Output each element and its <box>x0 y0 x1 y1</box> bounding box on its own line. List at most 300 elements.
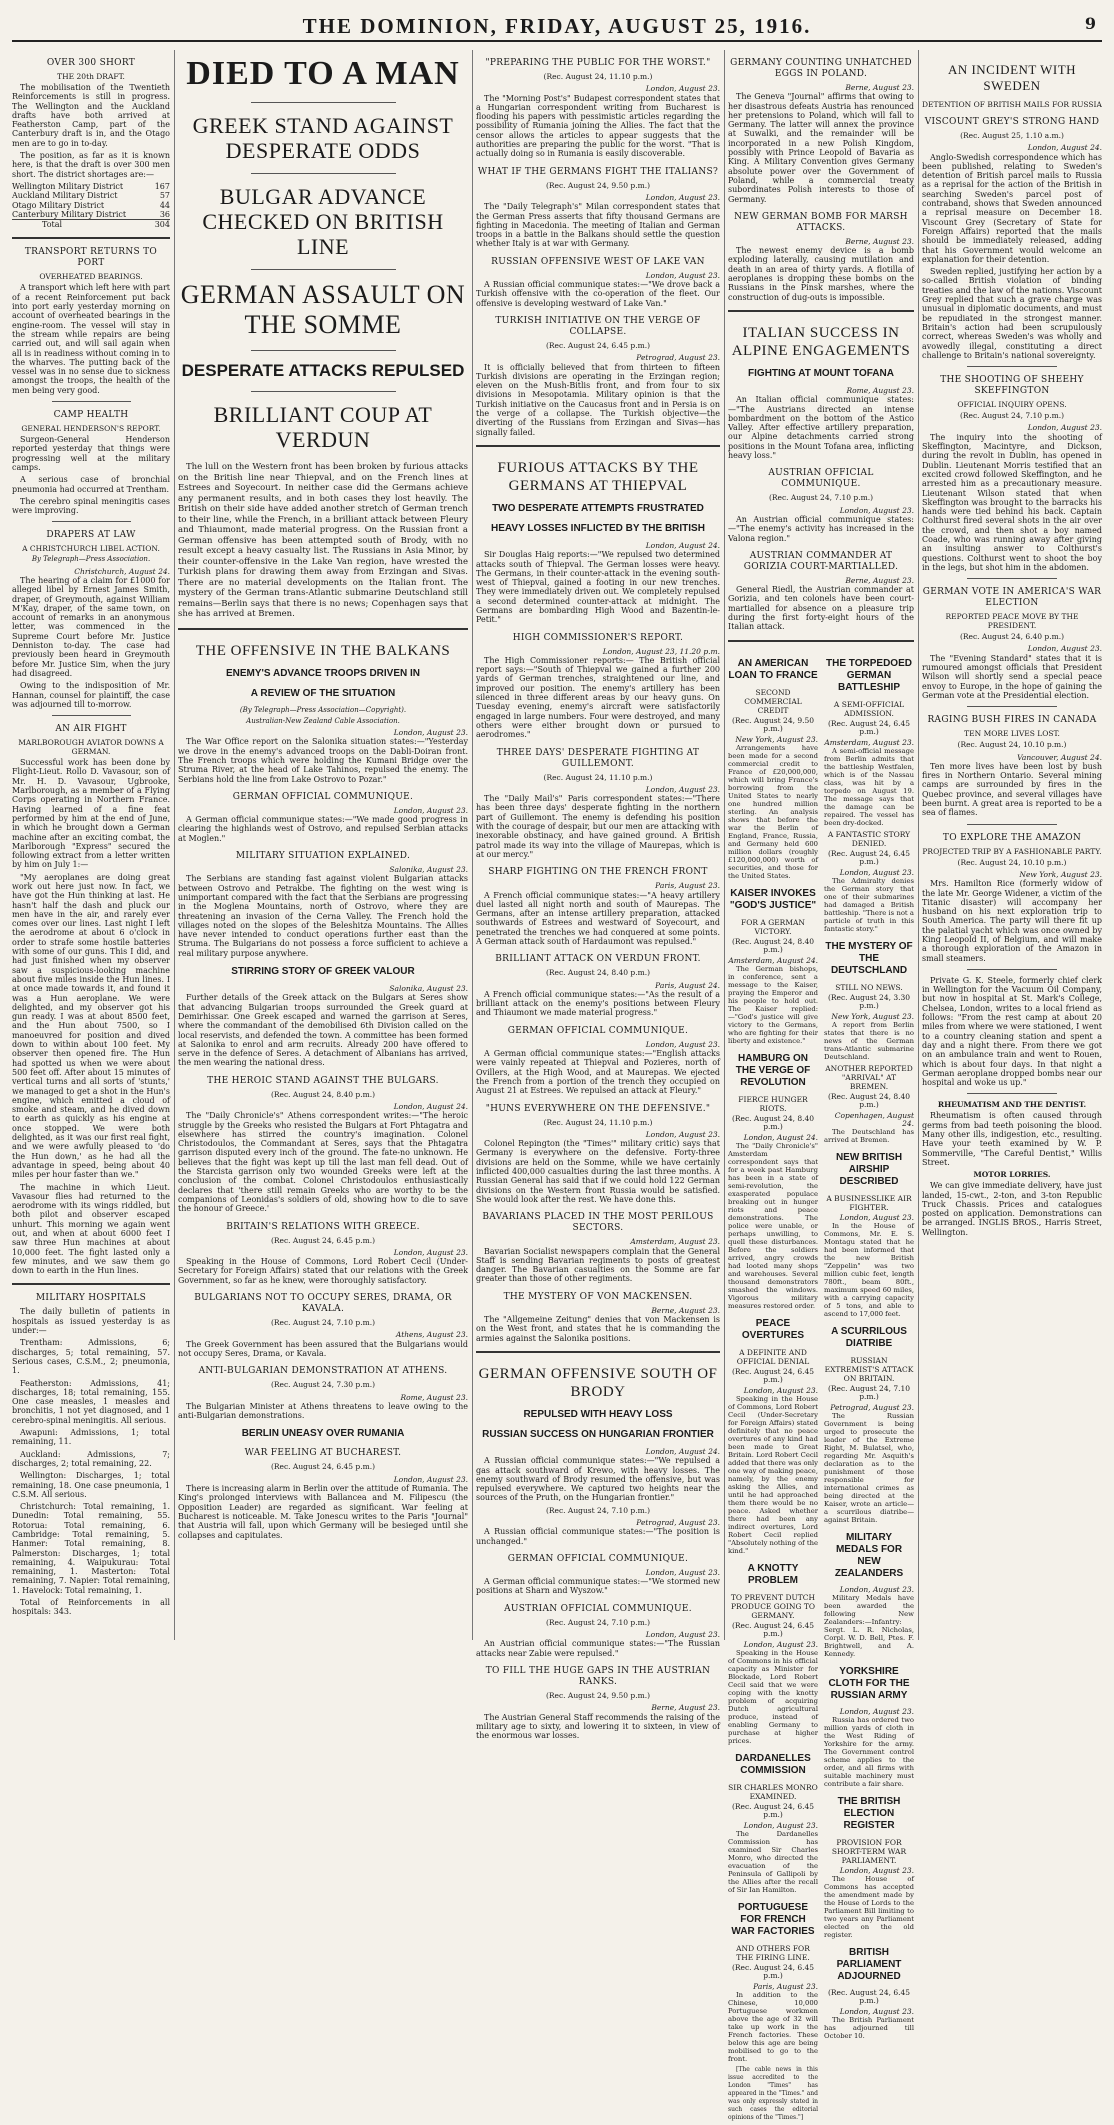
article-text: Anglo-Swedish correspondence which has been published, relating to Sweden's detention of British parcel mails to Russia as a reprisal for the action of the British in searching Sweden's parcel post of contraband, shows that Sweden announced a reprisal measure on December 18. Viscount Grey (Secretary of State for Foreign Affairs) reported that the mails should be immediately released, adding that his Government would welcome an explanation for their detention. <box>922 152 1102 264</box>
table-total-row <box>12 220 170 230</box>
dateline: Copenhagen, August 24. <box>834 1110 914 1128</box>
received-time: (Rec. August 24, 6.45 p.m.) <box>827 718 911 736</box>
article-text: Speaking in the House of Commons, Lord Robert Cecil (Under-Secretary for Foreign Affairs) stated definitely that no peace overtures of any kind had been made to Great Britain. Lord Robert Cecil added that there was only one way of making peace, namely, by the enemy asking the Allies, and until he had approached them there would be no peace. Asked whether there had been any indirect overtures, Lord Robert Cecil replied "Absolutely nothing of the kind." <box>728 1394 818 1555</box>
article-subhead: A DEFINITE AND OFFICIAL DENIAL <box>736 1347 810 1366</box>
divider <box>52 521 131 522</box>
article-text: The hearing of a claim for £1000 for alleged libel by Ernest James Smith, draper, of Greymouth, against William M'Kay, draper, of the same town, on account of remarks in an anonymous letter, was commenced in the Supreme Court before Mr. Justice Denniston to-day. The case had previously been heard in Greymouth before Mr. Justice Sim, when the jury had disagreed. <box>12 575 170 678</box>
article-subhead: SIR CHARLES MONRO EXAMINED. <box>728 1782 818 1801</box>
article-headline: BRILLIANT ATTACK ON VERDUN FRONT. <box>495 954 701 965</box>
received-time: (Rec. August 24, 8.40 p.m.) <box>545 968 651 978</box>
divider <box>251 269 396 270</box>
article-text: The Admiralty denies the German story that one of their submarines had damaged a British battleship. "There is not a particle of truth in this fantastic story." <box>824 876 914 933</box>
lead-deck: BRILLIANT COUP AT VERDUN <box>213 402 433 452</box>
article-text: Christchurch: Total remaining, 1. Dunedin: Total remaining, 55. Rotorua: Total remaining, 6. Cambridge: Total remaining, 5. Hanmer: Total remaining, 8. Palmerston: Discharges, 1; total remaining, 4. Waipukurau: Total remaining, 1. Masterton: Total remaining, 7. Napier: Total remaining, 1. Havelock: Total remaining, 1. <box>12 1502 170 1595</box>
article-headline: KAISER INVOKES "GOD'S JUSTICE" <box>729 887 817 911</box>
received-time: (Rec. August 24, 6.45 p.m.) <box>731 1962 815 1980</box>
article-headline: AUSTRIAN OFFICIAL COMMUNIQUE. <box>504 1603 692 1614</box>
article-text: It is officially believed that from thirteen to fifteen Turkish divisions are operating in the Erzingan region; eleven on the Mush-Bitlis front, and from four to six divisions in Mesopotamia. Military opinion is that the Turkish initiative on the Caucasus front and in Persia is on the verge of a collapse. The Turkish objective—the diverting of the Russians from Erzingan and Sivas—has signally failed. <box>476 362 720 437</box>
article-headline: RUSSIAN OFFENSIVE WEST OF LAKE VAN <box>491 256 705 267</box>
agency-credit: Australian-New Zealand Cable Association. <box>246 716 400 725</box>
article-headline: THE TORPEDOED GERMAN BATTLESHIP <box>826 657 912 693</box>
article-headline: HIGH COMMISSIONER'S REPORT. <box>512 632 684 643</box>
advert-headline: MOTOR LORRIES. <box>973 1170 1051 1180</box>
split-columns <box>728 650 914 2125</box>
article-text: An Italian official communique states:—"The Austrians directed an intense bombardment on the bottom of the Astico Valley. After effective artillery preparation, our Alpine detachments carried strong positions in the Mount Tofana area, inflicting heavy loss." <box>728 395 914 461</box>
article-text: Ten more lives have been lost by bush fires in Northern Ontario. Several mining camps are surrounded by fires in the Quebec province, and several villages have been burnt. A great area is reported to be a sea of flames. <box>922 761 1102 818</box>
divider <box>251 102 396 103</box>
received-time: (Rec. August 24, 6.40 p.m.) <box>959 632 1065 642</box>
divider <box>967 578 1057 579</box>
dateline: London, August 23. <box>393 1474 468 1484</box>
article-headline: GERMAN OFFICIAL COMMUNIQUE. <box>507 1025 689 1036</box>
column-rule <box>472 50 473 1640</box>
received-time: (Rec. August 24, 7.10 p.m.) <box>545 1505 651 1515</box>
article-text: The "Morning Post's" Budapest correspondent states that a Hungarian correspondent writing from Bucharest is flooding his papers with pessimistic articles regarding the possibility of Rumania joining the Allies. The fact that the censor allows the articles to appear suggests that the authorities are preparing the public for the worst. "That is actually doing so in Rumania is easily discoverable. <box>476 93 720 159</box>
dateline: London, August 23. <box>393 805 468 815</box>
article-text: Auckland: Admissions, 7; discharges, 2; total remaining, 22. <box>12 1449 170 1468</box>
dateline: Paris, August 23. <box>655 881 720 891</box>
article-text: A French official communique states:—"A heavy artillery duel lasted all night north and south of Maurepas. The Germans, after an intense artillery preparation, attacked southwards of Estrees and westward of Soyecourt, and penetrated the trenches we had conquered at some points. A German attack south of Hardaumont was repulsed." <box>476 890 720 946</box>
article-headline: BAVARIANS PLACED IN THE MOST PERILOUS SECTORS. <box>482 1212 714 1234</box>
divider <box>251 173 396 174</box>
agency-credit: By Telegraph—Press Association. <box>31 555 151 564</box>
lead-summary: The lull on the Western front has been broken by furious attacks on the British line near Thiepval, and on the French lines at Estrees and Soyecourt. In neither case did the Germans achieve any permanent results, and in both cases they lost heavily. The British on their side have added another stretch of German trench to their line, while the French, in a brilliant attack between Fleury and Thiaumont, made material progress. On the Russian front a German offensive has been attempted south of Brody, with no result except a heavy casualty list. The Russians in Asia Minor, by their counter-offensive in the Lake Van region, have wrested the Turkish plans for drawing them away from Erzingan and Sivas. There are no material developments on the Italian front. The mystery of the German trans-Atlantic submarine Deutschland still remains—Berlin says that there is no news; Copenhagen says that she has arrived at Bremen. <box>178 462 468 619</box>
article-text: The cerebro spinal meningitis cases were improving. <box>12 496 170 516</box>
article-headline: GERMAN OFFICIAL COMMUNIQUE. <box>507 1553 689 1564</box>
article-headline: OVER 300 SHORT <box>46 58 136 68</box>
article-text: A Russian official communique states:—"We repulsed a gas attack southward of Krewo, with heavy losses. The enemy southward of Brody resumed the offensive, but was repulsed everywhere. We captured two heights near the sources of the Pruth, on the Hungarian frontier." <box>476 1456 720 1503</box>
received-time: (Rec. August 24, 8.40 p.m.) <box>731 1113 815 1131</box>
received-time: (Rec. August 24, 6.45 p.m.) <box>731 1801 815 1819</box>
article-text: A transport which left here with part of a recent Reinforcement put back into port early yesterday morning on account of overheated bearings in the engine-room. The vessel will stay in the stream while repairs are being carried out, and will sail again when all is in readiness without coming in to the wharves. The putting back of the vessel was in no sense due to sickness amongst the troops, the health of the men being very good. <box>12 283 170 395</box>
article-subhead: THE 20th DRAFT. <box>57 72 125 81</box>
article-headline: MILITARY HOSPITALS <box>35 1293 147 1304</box>
received-time: (Rec. August 24, 9.50 p.m.) <box>545 180 651 190</box>
received-time: (Rec. August 24, 7.30 p.m.) <box>270 1380 376 1390</box>
article-headline: THE MYSTERY OF VON MACKENSEN. <box>503 1291 693 1302</box>
article-text: The Austrian General Staff recommends the raising of the military age to sixty, and lowering it to sixteen, in view of the enormous war losses. <box>476 1712 720 1741</box>
table-cell-value: 167 <box>154 181 170 191</box>
dateline: Athens, August 23. <box>395 1330 468 1340</box>
article-text: The newest enemy device is a bomb exploding laterally, causing mutilation and death in an area of thirty yards. A flotilla of aeroplanes is dropping these bombs on the Russians in the Pinsk marshes, where the construction of dug-outs is impossible. <box>728 246 914 302</box>
dateline: Petrograd, August 23. <box>636 353 720 363</box>
article-headline: YORKSHIRE CLOTH FOR THE RUSSIAN ARMY <box>828 1665 910 1701</box>
editorial-note: [The cable news in this issue accredited to the London "Times" has appeared in the "Times." and was only expressly stated in such cases the editorial opinions of the "Times."] <box>728 2065 818 2121</box>
article-subhead: GENERAL HENDERSON'S REPORT. <box>21 424 161 434</box>
dateline: London, August 23. <box>645 1630 720 1640</box>
article-text: The High Commissioner reports:— The British official report says:—"South of Thiepval we gained a further 200 yards of German trenches, straightened our line, and improved our position. The enemy's artillery has been silenced in three different areas by our heavy guns. On Tuesday evening, enemy's aircraft were satisfactorily engaged in large numbers. Four were destroyed, and many others were either brought down or pursued to aerodromes." <box>476 655 720 740</box>
lead-deck: GERMAN ASSAULT ON THE SOMME <box>180 280 466 339</box>
article-headline: GERMANY COUNTING UNHATCHED EGGS IN POLAND. <box>730 58 912 79</box>
dateline: London, August 23. <box>645 1039 720 1049</box>
article-text: The Dardanelles Commission has examined Sir Charles Monro, who directed the evacuation of the Peninsula of Gallipoli by the Allies after the recall of Sir Ian Hamilton. <box>728 1829 818 1894</box>
divider <box>52 401 131 402</box>
divider <box>728 310 914 312</box>
lead-deck: DESPERATE ATTACKS REPULSED <box>181 361 465 380</box>
article-subhead: PROVISION FOR SHORT-TERM WAR PARLIAMENT. <box>831 1837 907 1865</box>
divider <box>12 1283 170 1285</box>
article-headline: THE BRITISH ELECTION REGISTER <box>837 1795 901 1831</box>
article-text: The Russian Government is being urged to prosecute the leader of the Extreme Right, M. Bulatsel, who, regarding Mr. Asquith's declaration as to the punishment of those responsible for international crimes as being directed at the Kaiser, wrote an article—a scurrilous diatribe—against Britain. <box>824 1411 914 1524</box>
article-subhead: FIERCE HUNGER RIOTS. <box>738 1094 808 1113</box>
article-text: The Greek Government has been assured that the Bulgarians would not occupy Seres, Drama, or Kavala. <box>178 1339 468 1358</box>
article-text: Featherston: Admissions, 41; discharges, 18; total remaining, 155. One case measles, 1 measles and bronchitis, 1 not yet diagnosed, and 1 cerebro-spinal meningitis. All serious. <box>12 1378 170 1425</box>
article-text: Total of Reinforcements in all hospitals: 343. <box>12 1598 170 1617</box>
article-text: Russia has ordered two million yards of cloth in the West Riding of Yorkshire for the army. The Government control scheme applies to the order, and all firms with suitable machinery must contribute a fair share. <box>824 1715 914 1788</box>
dateline: Vancouver, August 24. <box>1017 752 1102 762</box>
article-headline: BRITISH PARLIAMENT ADJOURNED <box>836 1946 902 1982</box>
article-text: There is increasing alarm in Berlin over the attitude of Rumania. The King's prolonged interviews with Ballancea and M. Filipescu (the Opposition Leader) are regarded as significant. War feeling at Bucharest is noticeable. M. Take Jonescu writes to the Paris "Journal" that Austria will fall, upon which Germany will be besieged until she collapses and capitulates. <box>178 1484 468 1540</box>
article-text: The House of Commons has accepted the amendment made by the House of Lords to the Parliament Bill limiting to two years any Parliament elected on the old register. <box>824 1874 914 1939</box>
article-text: The Geneva "Journal" affirms that owing to her disastrous defeats Austria has renounced her pretensions to Poland, which will fall to Germany. The latter will annex the province at Suwalki, and the remainder will be incorporated in a new Polish Kingdom, possibly with Prince Leopold of Bavaria as King. A Military Convention gives Germany absolute power over the Government of Poland, while a commercial treaty subordinates Polish interests to those of Germany. <box>728 92 914 204</box>
article-subhead: A BUSINESSLIKE AIR FIGHTER. <box>826 1193 912 1212</box>
article-headline: SHARP FIGHTING ON THE FRENCH FRONT <box>488 867 708 878</box>
divider <box>251 350 396 351</box>
dateline: London, August 23. <box>743 1385 818 1395</box>
section-headline: ITALIAN SUCCESS IN ALPINE ENGAGEMENTS <box>731 324 911 359</box>
article-headline: GERMAN VOTE IN AMERICA'S WAR ELECTION <box>922 587 1102 609</box>
advert-headline: RHEUMATISM AND THE DENTIST. <box>937 1100 1087 1110</box>
article-headline: AN AIR FIGHT <box>55 724 127 735</box>
article-text: The "Daily Chronicle's" Amsterdam correspondent says that for a week past Hamburg has been in a state of semi-revolution, the exasperated populace breaking out in hunger riots and peace demonstrations. The police were unable, or perhaps unwilling, to quell these disturbances. Before the soldiers arrived, angry crowds had looted many shops and warehouses. Several thousand demonstrators smashed the windows. Vigorous military measures restored order. <box>728 1141 818 1310</box>
column-rule <box>724 50 725 1640</box>
article-text: The Bulgarian Minister at Athens threatens to leave owing to the anti-Bulgarian demonstrations. <box>178 1401 468 1421</box>
dateline: Berne, August 23. <box>845 83 914 92</box>
article-headline: AUSTRIAN OFFICIAL COMMUNIQUE. <box>768 468 874 490</box>
article-text: A Russian official communique states:—"The position is unchanged." <box>476 1527 720 1546</box>
article-headline: A SCURRILOUS DIATRIBE <box>831 1325 907 1349</box>
dateline: Amsterdam, August 23. <box>630 1237 720 1247</box>
section-subhead: A REVIEW OF THE SITUATION <box>250 687 396 699</box>
article-text: Trentham: Admissions, 6; discharges, 5; total remaining, 57. Serious cases, C.S.M., 2; pneumonia, 1. <box>12 1338 170 1376</box>
sub-column-right <box>824 650 914 2125</box>
table-cell-label: Otago Military District <box>12 200 105 210</box>
article-headline: THE MYSTERY OF THE DEUTSCHLAND <box>825 940 913 976</box>
column-rule <box>174 50 175 1640</box>
article-text: Sir Douglas Haig reports:—"We repulsed two determined attacks south of Thiepval. The German losses were heavy. The Germans, in their counter-attack in the evening south-west of Thiepval, gained a footing in our new trenches. They were immediately driven out. We completely repulsed a second determined counter-attack at midnight. The Germans are bombarding High Wood and Bazentin-le-Petit." <box>476 550 720 625</box>
article-text: A German official communique states:—"We stormed new positions at Sharn and Wyszow." <box>476 1577 720 1596</box>
dateline: New York, August 23. <box>1019 869 1102 879</box>
received-time: (Rec. August 24, 7.10 p.m.) <box>768 493 874 503</box>
table-cell-value: 36 <box>159 209 170 219</box>
article-subhead: REPORTED PEACE MOVE BY THE PRESIDENT. <box>945 612 1079 631</box>
received-time: (Rec. August 24, 8.40 p.m.) <box>270 1089 376 1099</box>
dateline: Rome, August 23. <box>400 1392 468 1402</box>
article-text: Awapuni: Admissions, 1; total remaining, 11. <box>12 1428 170 1447</box>
article-headline: DARDANELLES COMMISSION <box>735 1752 811 1776</box>
article-text: The "Daily Telegraph's" Milan correspondent states that the German Press asserts that fifty thousand Germans are fighting in Macedonia. The meeting of Italian and German troops in a battle in the Balkans should settle the question whether Italy is at war with Germany. <box>476 202 720 249</box>
dateline: Paris, August 23. <box>753 1981 818 1991</box>
column-2 <box>178 50 468 1640</box>
received-time: (Rec. August 25, 1.10 a.m.) <box>960 131 1064 140</box>
received-time: (Rec. August 24, 3.30 p.m.) <box>827 992 911 1010</box>
section-subhead: ENEMY'S ADVANCE TROOPS DRIVEN IN <box>225 667 421 679</box>
section-headline: GERMAN OFFENSIVE SOUTH OF BRODY <box>478 1365 718 1400</box>
dateline: Salonika, August 23. <box>389 984 468 994</box>
received-time: (Rec. August 24, 7.10 p.m.) <box>545 1617 651 1627</box>
dateline: Salonika, August 23. <box>389 865 468 875</box>
article-text: Bavarian Socialist newspapers complain that the General Staff is sending Bavarian regiments to posts of greatest danger. The Bavarian casualties on the Somme are far greater than those of other regiments. <box>476 1246 720 1284</box>
masthead <box>12 12 1102 42</box>
article-subhead: MARLBOROUGH AVIATOR DOWNS A GERMAN. <box>18 738 164 757</box>
newspaper-page <box>12 12 1102 2121</box>
article-headline: TO EXPLORE THE AMAZON <box>942 832 1082 843</box>
article-text: Wellington: Discharges, 1; total remaining, 18. One case pneumonia, 1 C.S.M. All serious. <box>12 1471 170 1499</box>
table-cell-label: Auckland Military District <box>12 191 118 201</box>
dateline: London, August 23. <box>1027 644 1102 654</box>
received-time: (Rec. August 24, 11.10 p.m.) <box>543 1117 653 1127</box>
article-text: In the House of Commons, Mr. E. S. Montagu stated that he had been informed that the new British "Zeppelin" was two million cubic feet, length 780ft., beam 80ft., maximum speed 60 miles, with a carrying capacity of 5 tons, and able to ascend to 17,000 feet. <box>824 1221 914 1318</box>
article-text: Further details of the Greek attack on the Bulgars at Seres show that advancing Bulgarian troops surrounded the Greek guard at Demirhissar. One Greek escaped and warned the garrison at Seres, where the commandant of the demobilised 6th Division called on the local reservists, and defended the town. A committee has been formed at Salonika to enrol and arm recruits. Already 200 have offered to serve in the defence of Seres. A detachment of Albanians has arrived, the men wearing the national dress. <box>178 993 468 1068</box>
article-headline: TO FILL THE HUGE GAPS IN THE AUSTRIAN RANKS. <box>485 1665 711 1687</box>
article-text: The "Allgemeine Zeitung" denies that von Mackensen is on the West front, and states that he is commanding the armies against the Salonika positions. <box>476 1315 720 1343</box>
article-headline: AN AMERICAN LOAN TO FRANCE <box>728 657 818 681</box>
dateline: Rome, August 23. <box>846 385 914 395</box>
divider <box>251 391 396 392</box>
article-text: The "Daily Mail's" Paris correspondent states:—"There has been three days' desperate fighting in the northern part of Guillemont. The enemy is defending his position with the courage of despair, but our men are attacking with inexorable obstinacy, and have gained ground. A British patrol made its way into the village of Maurepas, which is at our mercy." <box>476 794 720 859</box>
agency-credit: (By Telegraph—Press Association—Copyright). <box>239 705 407 714</box>
article-headline: DRAPERS AT LAW <box>46 530 136 541</box>
column-1 <box>12 50 170 1640</box>
divider <box>967 824 1057 825</box>
column-3 <box>476 50 720 1741</box>
article-subhead: AND OTHERS FOR THE FIRING LINE. <box>736 1943 810 1962</box>
article-subhead: STILL NO NEWS. <box>835 982 903 992</box>
article-headline: MILITARY SITUATION EXPLAINED. <box>235 851 411 862</box>
divider <box>967 969 1057 970</box>
article-subhead: FOR A GERMAN VICTORY. <box>741 917 805 936</box>
article-headline: AUSTRIAN COMMANDER AT GORIZIA COURT-MARTIALLED. <box>743 550 899 572</box>
article-text: A semi-official message from Berlin admits that the battleship Westfalen, which is of the Nassau class, was hit by a torpedo on August 19. The message says that the damage can be repaired. The vessel has been dry-docked. <box>824 746 914 827</box>
column-rule <box>918 50 919 1640</box>
divider <box>178 628 468 630</box>
section-subhead: FIGHTING AT MOUNT TOFANA <box>748 367 894 379</box>
article-headline: ANTI-BULGARIAN DEMONSTRATION AT ATHENS. <box>198 1366 448 1377</box>
article-headline: "HUNS EVERYWHERE ON THE DEFENSIVE." <box>485 1103 711 1114</box>
received-time: (Rec. August 24, 6.45 p.m.) <box>270 1235 376 1245</box>
section-subhead: VISCOUNT GREY'S STRONG HAND <box>924 117 1100 127</box>
article-headline: NEW BRITISH AIRSHIP DESCRIBED <box>835 1151 903 1187</box>
dateline: London, August 24. <box>1027 143 1102 153</box>
table-row <box>12 201 170 210</box>
received-time: (Rec. August 24, 8.40 p.m.) <box>731 936 815 954</box>
article-text: Owing to the indisposition of Mr. Hannan, counsel for plaintiff, the case was adjourned till to-morrow. <box>12 681 170 709</box>
received-time: (Rec. August 24, 10.10 p.m.) <box>957 740 1067 750</box>
article-headline: THREE DAYS' DESPERATE FIGHTING AT GUILLEMONT. <box>496 747 700 769</box>
dateline: London, August 23. <box>839 1865 914 1875</box>
dateline: Berne, August 23. <box>651 1305 720 1315</box>
shortage-table <box>12 182 170 229</box>
article-headline: ANOTHER REPORTED "ARRIVAL" AT BREMEN. <box>825 1063 913 1091</box>
received-time: (Rec. August 24, 6.45 p.m.) <box>270 1462 376 1472</box>
article-headline: BULGARIANS NOT TO OCCUPY SERES, DRAMA, OR KAVALA. <box>194 1293 452 1315</box>
dateline: London, August 23. <box>1027 423 1102 433</box>
article-text: A German official communique states:—"English attacks were vainly repeated at Thiepval and Pozieres, north of Ovillers, at the High Wood, and at Maurepas. We ejected the French from a portion of the trench they occupied on August 21 at Estrees. We repulsed an attack at Fleury." <box>476 1049 720 1096</box>
received-time: (Rec. August 24, 6.45 p.m.) <box>827 1987 911 2005</box>
section-subhead: HEAVY LOSSES INFLICTED BY THE BRITISH <box>491 522 705 534</box>
article-text: The British Parliament has adjourned till October 10. <box>824 2015 914 2040</box>
article-text: The Deutschland has arrived at Bremen. <box>824 1127 914 1144</box>
article-text: A French official communique states:—"As the result of a brilliant attack on the enemy's positions between Fleury and Thiaumont we made material progress." <box>476 989 720 1018</box>
received-time: (Rec. August 24, 9.50 p.m.) <box>731 715 815 733</box>
received-time: (Rec. August 24, 8.40 p.m.) <box>827 1091 911 1109</box>
dateline: London, August 24. <box>393 1102 468 1111</box>
article-text: An Austrian official communique states:—"The Russian attacks near Zabie were repulsed." <box>476 1639 720 1658</box>
article-text: A German official communique states:—"We made good progress in clearing the highlands west of Ostrovo, and repulsed Serbian attacks at Moglen." <box>178 815 468 843</box>
divider <box>967 706 1057 707</box>
dateline: London, August 23. <box>839 2006 914 2016</box>
section-headline: THE OFFENSIVE IN THE BALKANS <box>195 642 451 659</box>
dateline: London, August 23. <box>645 270 720 280</box>
article-text: A Russian official communique states:—"We drove back a Turkish offensive with the co-operation of the fleet. Our offensive is developing westward of Lake Van." <box>476 280 720 308</box>
article-headline: GERMAN OFFICIAL COMMUNIQUE. <box>232 791 414 802</box>
dateline: London, August 23. <box>839 1706 914 1716</box>
table-cell-label: Wellington Military District <box>12 181 124 191</box>
dateline: Amsterdam, August 24. <box>728 955 818 965</box>
article-headline: TURKISH INITIATIVE ON THE VERGE OF COLLAPSE. <box>495 315 701 337</box>
article-headline: TRANSPORT RETURNS TO PORT <box>24 247 158 269</box>
article-subhead: A CHRISTCHURCH LIBEL ACTION. <box>22 544 160 554</box>
article-subhead: OVERHEATED BEARINGS. <box>39 272 143 282</box>
article-text: General Riedl, the Austrian commander at Gorizia, and ten colonels have been court-martialled for absence on a pleasure trip during the first forty-eight hours of the Italian attack. <box>728 585 914 632</box>
article-text: The German bishops, in conference, sent a message to the Kaiser, praying the Emperor and his people to hold out. The Kaiser replied:—"God's justice will give victory to the Germans, who are fighting for their liberty and existence." <box>728 964 818 1045</box>
article-text: Colonel Repington (the "Times'" military critic) says that Germany is everywhere on the defensive. Forty-three divisions are held on the Somme, while we have certainly inflicted 400,000 casualties during the last three months. A Russian General has said that if we could hold 122 German divisions on the Western front Russia would be satisfied. She would look after the rest. We have done this. <box>476 1139 720 1204</box>
dateline: London, August 23. <box>393 1247 468 1257</box>
dateline: London, August 24. <box>645 1446 720 1456</box>
divider <box>476 1351 720 1353</box>
section-headline: AN INCIDENT WITH SWEDEN <box>947 62 1077 93</box>
dateline: London, August 23. <box>645 1567 720 1577</box>
dateline: New York, August 23. <box>735 734 818 744</box>
lead-deck: GREEK STAND AGAINST DESPERATE ODDS <box>192 113 454 163</box>
dateline: London, August 23. <box>743 1639 818 1649</box>
article-headline: PORTUGUESE FOR FRENCH WAR FACTORIES <box>731 1901 815 1937</box>
article-headline: WHAT IF THE GERMANS FIGHT THE ITALIANS? <box>477 166 719 177</box>
article-subhead: A SEMI-OFFICIAL ADMISSION. <box>833 699 905 718</box>
table-total-label: Total <box>42 220 63 230</box>
dateline: London, August 23. <box>645 1129 720 1139</box>
article-text: "My aeroplanes are doing great work out here just now. In fact, we have got the Hun thinking at last. He hasn't half the dash and pluck our men have in the air, and rarely ever comes over our lines. Last night I left the aerodrome at about 6 o'clock in order to strafe some hostile batteries with some of our guns. This I did, and had just finished when my observer saw a suspicious-looking machine about five miles inside the Hun lines. I at once made towards it, and found it was a Hun aeroplane. We were delighted, and my observer got his gun ready. I was at about 8500 feet, and the Hun about 7500, so I manoeuvred for position and dived down to within about 100 feet. My observer then opened fire. The Hun had spotted us when we were about 500 feet off. After about 15 minutes of vertical turns and all sorts of 'stunts,' we managed to get a shot in the Hun's engine, which emitted a cloud of smoke and steam, and he dived down to earth as quickly as his engine at once stopped. We were both delighted, as it was our first real fight, and we were awfully pleased to 'do the Hun down,' as he had all the advantage in speed, being about 40 miles per hour faster than we." <box>12 872 170 1180</box>
advert-text: We can give immediate delivery, have just landed, 15-cwt., 2-ton, and 3-ton Republic Truck Chassis. Prices and catalogues posted on application. Demonstrations can be arranged. INGLIS BROS., Harris Street, Wellington. <box>922 1181 1102 1237</box>
article-text: The mobilisation of the Twentieth Reinforcements is still in progress. The Wellington and the Auckland drafts have both arrived at Featherston Camp, part of the Canterbury draft is in, and the Otago men are to go in to-day. <box>12 83 170 148</box>
received-time: (Rec. August 24, 9.50 p.m.) <box>545 1690 651 1700</box>
dateline: Berne, August 23. <box>651 1703 720 1713</box>
received-time: (Rec. August 24, 7.10 p.m.) <box>959 411 1065 421</box>
article-headline: NEW GERMAN BOMB FOR MARSH ATTACKS. <box>734 211 908 233</box>
article-headline: THE SHOOTING OF SHEEHY SKEFFINGTON <box>940 375 1084 397</box>
dateline: London, August 24. <box>743 1132 818 1142</box>
article-headline: BRITAIN'S RELATIONS WITH GREECE. <box>226 1221 420 1232</box>
article-headline: CAMP HEALTH <box>53 410 129 421</box>
article-text: An Austrian official communique states:—"The enemy's activity has increased in the Valona region." <box>728 514 914 543</box>
received-time: (Rec. August 24, 10.10 p.m.) <box>957 857 1067 867</box>
section-subhead: TWO DESPERATE ATTEMPTS FRUSTRATED <box>492 502 704 514</box>
article-text: Speaking in the House of Commons, Lord Robert Cecil (Under-Secretary for Foreign Affairs) stated that our relations with the Greek Government, so far as he knew, were thoroughly satisfactory. <box>178 1257 468 1285</box>
article-headline: HAMBURG ON THE VERGE OF REVOLUTION <box>735 1052 811 1088</box>
dateline: London, August 23. <box>839 1584 914 1594</box>
table-cell-label: Canterbury Military District <box>12 209 127 219</box>
article-subhead: TO PREVENT DUTCH PRODUCE GOING TO GERMANY. <box>730 1592 816 1620</box>
received-time: (Rec. August 24, 7.10 p.m.) <box>270 1318 376 1328</box>
article-text: Military Medals have been awarded the following New Zealanders:—Infantry: Sergt. L. R. Nicholas, Corpl. W. D. Bell, Ptes. F. Brightwell, and A. Kennedy. <box>824 1593 914 1658</box>
lead-headline: DIED TO A MAN <box>186 55 460 92</box>
article-text: A serious case of bronchial pneumonia had occurred at Trentham. <box>12 475 170 494</box>
article-text: The machine in which Lieut. Vavasour flies had returned to the aerodrome with its wings riddled, but both pilot and observer escaped unhurt. This morning we again went out, and when at about 6000 feet I saw three Hun machines at about 10,000 feet. The fight lasted only a few minutes, and we saw them go down to earth in the Hun lines. <box>12 1182 170 1276</box>
dateline: New York, August 23. <box>831 1011 914 1021</box>
section-headline: FURIOUS ATTACKS BY THE GERMANS AT THIEPVAL <box>497 459 699 494</box>
advert-text: Rheumatism is often caused through germs from bad teeth poisoning the blood. Many other ills, indigestion, etc., resulting. Have your teeth examined by W. P. Sommerville, "The Careful Dentist," Willis Street. <box>922 1111 1102 1167</box>
received-time: (Rec. August 24, 7.10 p.m.) <box>827 1383 911 1401</box>
article-subhead: RUSSIAN EXTREMIST'S ATTACK ON BRITAIN. <box>824 1355 914 1383</box>
article-headline: THE HEROIC STAND AGAINST THE BULGARS. <box>207 1075 439 1086</box>
article-text: The inquiry into the shooting of Skeffington, Macintyre, and Dickson, during the revolt in Dublin, has opened in Dublin. Lieutenant Morris testified that an excited crowd followed Skeffington, and he arrested him as a precautionary measure. Lieutenant Wilson stated that when Skeffington was brought to the barracks his hands were tied behind his back. Captain Colthurst fired several shots in the air over the crowd, and then shot a boy named Coade, who was running away after giving an insulting answer to Colthurst's questions. Colthurst went to shoot the boy in the legs, but shot him in the abdomen. <box>922 432 1102 572</box>
article-subhead: OFFICIAL INQUIRY OPENS. <box>957 400 1067 410</box>
received-time: (Rec. August 24, 6.45 p.m.) <box>545 340 651 350</box>
table-total-value: 304 <box>154 220 170 230</box>
dateline: London, August 23. <box>839 867 914 877</box>
article-headline: RAGING BUSH FIRES IN CANADA <box>927 715 1097 726</box>
article-subhead: PROJECTED TRIP BY A FASHIONABLE PARTY. <box>922 846 1102 856</box>
divider <box>476 445 720 447</box>
dateline: London, August 23. <box>839 505 914 515</box>
article-headline: A KNOTTY PROBLEM <box>747 1562 799 1586</box>
article-text: The daily bulletin of patients in hospitals as issued yesterday is as under:— <box>12 1307 170 1336</box>
table-cell-value: 44 <box>159 200 170 210</box>
dateline: London, August 24. <box>645 540 720 550</box>
received-time: (Rec. August 24, 11.10 p.m.) <box>543 72 653 81</box>
divider <box>728 640 914 642</box>
dateline: Amsterdam, August 23. <box>824 737 914 747</box>
article-headline: "PREPARING THE PUBLIC FOR THE WORST." <box>485 58 711 68</box>
dateline: Petrograd, August 23. <box>830 1402 914 1412</box>
dateline: London, August 23. <box>645 784 720 794</box>
divider <box>12 237 170 239</box>
section-subhead: REPULSED WITH HEAVY LOSS <box>523 1408 673 1420</box>
article-text: Sweden replied, justifying her action by a so-called British violation of binding treaties and the law of the nations. Viscount Grey replied that such a grave charge was unusual in diplomatic documents, and must be repudiated in the strongest manner. Britain's action had been scrupulously correct, whereas Sweden's was wholly and avowedly illegal, constituting a direct challenge to Britain's national sovereignty. <box>922 267 1102 360</box>
article-text: The War Office report on the Salonika situation states:—"Yesterday we drove in the enemy's advanced troops on the Dabli-Doiran front. The French troops which were holding the Kumani Bridge over the Struma River, at the head of Lake Tahinos, repulsed the enemy. The Serbians hold the line from Lake Ostrovo to Pozar." <box>178 737 468 784</box>
dateline: London, August 23. <box>393 728 468 738</box>
article-text: The Serbians are standing fast against violent Bulgarian attacks between Ostrovo and Petrakbe. The fighting on the west wing is unimportant compared with the fact that the Serbians are progressing in the Moglena Mountains, north of Ostrovo, where they are threatening an invasion of the Cerna Valley. The French hold the villages noted on the slopes of the Beleshitza Mountains. The Allies have never intended to conduct operations further east than the Struma. The Bulgarians do not possess a force sufficient to achieve a real military purpose anywhere. <box>178 874 468 958</box>
column-4 <box>728 50 914 2121</box>
article-text: Speaking in the House of Commons in his official capacity as Minister for Blockade, Lord Robert Cecil said that we were coping with the knotty problem of acquiring Dutch agricultural produce, instead of enabling Germany to purchase at higher prices. <box>728 1648 818 1745</box>
masthead-title: THE DOMINION, FRIDAY, AUGUST 25, 1916. <box>302 14 812 38</box>
article-subhead: WAR FEELING AT BUCHAREST. <box>244 1448 402 1459</box>
table-row <box>12 191 170 200</box>
article-text: The "Evening Standard" states that it is rumoured amongst officials that President Wilson will shortly send a special peace envoy to Europe, in the hope of gaining the German vote at the Presidential election. <box>922 653 1102 700</box>
dateline: London, August 23. <box>645 84 720 94</box>
article-headline: A FANTASTIC STORY DENIED. <box>827 829 911 848</box>
received-time: (Rec. August 24, 11.10 p.m.) <box>543 772 653 782</box>
dateline: Christchurch, August 24. <box>74 566 170 576</box>
sub-column-left <box>728 650 818 2125</box>
dateline: Berne, August 23. <box>845 236 914 246</box>
table-row <box>12 210 170 220</box>
article-text: Arrangements have been made for a second commercial credit to France of £20,000,000, which will bring France's borrowing from the United States to nearly one hundred million sterling. An analysis shows that before the war the Berlin of England, France, Russia, and Germany held 600 million dollars (roughly £120,000,000) worth of securities, and those for the United States. <box>728 743 818 880</box>
section-subhead: DETENTION OF BRITISH MAILS FOR RUSSIA <box>922 100 1102 109</box>
article-headline: PEACE OVERTURES <box>741 1317 805 1341</box>
page-number: 9 <box>1084 14 1096 33</box>
divider <box>967 1093 1057 1094</box>
dateline: London, August 23, 11.20 p.m. <box>602 646 720 656</box>
article-text: In addition to the Chinese, 10,000 Portuguese workmen above the age of 32 will take up work in the French factories. These below this age are being mobilised to go to the front. <box>728 1990 818 2063</box>
dateline: Paris, August 24. <box>655 980 720 990</box>
article-headline: BERLIN UNEASY OVER RUMANIA <box>241 1428 405 1440</box>
divider <box>967 366 1057 367</box>
dateline: Berne, August 23. <box>845 575 914 585</box>
table-row <box>12 182 170 191</box>
article-text: Mrs. Hamilton Rice (formerly widow of the late Mr. George Widener, a victim of the Titanic disaster) will accompany her husband on his next exploration trip to South America. The party will there fit up the palatial yacht which was once owned by King Leopold II, of Belgium, and will make a thorough exploration of the Amazon in small steamers. <box>922 879 1102 963</box>
lead-deck: BULGAR ADVANCE CHECKED ON BRITISH LINE <box>202 184 444 259</box>
